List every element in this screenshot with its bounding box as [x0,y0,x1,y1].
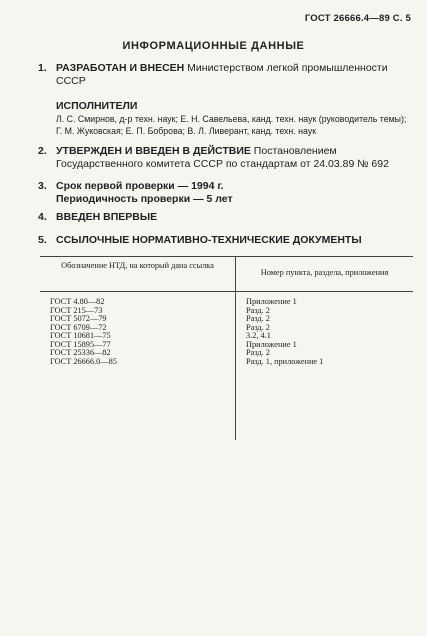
performers-heading: ИСПОЛНИТЕЛИ [56,100,138,112]
table-cell-reference: Приложение 1 [246,339,297,349]
item-3 [38,180,407,193]
table-header [40,257,413,292]
table-cell-document: ГОСТ 6709—72 [50,322,107,332]
table-cell-document: ГОСТ 26666.0—85 [50,356,117,366]
table-cell-reference: Разд. 1, приложение 1 [246,356,324,366]
item-1 [38,62,407,88]
document-column [40,292,236,440]
page-title: ИНФОРМАЦИОННЫЕ ДАННЫЕ [122,40,305,52]
item-number: 5. [38,234,47,246]
item-number: 2. [38,145,47,157]
item-heading: УТВЕРЖДЕН И ВВЕДЕН В ДЕЙСТВИЕ [56,145,251,157]
table-cell-reference: Разд. 2 [246,348,270,357]
item-heading: Срок первой проверки — 1994 г. [56,180,224,192]
table-cell-reference: Разд. 2 [246,305,270,315]
table-cell-reference: 3.2, 4.1 [246,331,271,340]
table-body [40,292,413,440]
item-3-period [38,193,407,206]
table-cell-document: ГОСТ 215—73 [50,305,103,315]
item-heading: ССЫЛОЧНЫЕ НОРМАТИВНО-ТЕХНИЧЕСКИЕ ДОКУМЕНТЫ [56,234,362,246]
table-cell-document: ГОСТ 25336—82 [50,348,111,357]
item-2 [38,145,407,171]
item-text: Постановлением Государственного комитета СССР по стандартам от 24.03.89 № 692 [56,145,389,170]
item-heading: ВВЕДЕН ВПЕРВЫЕ [56,211,158,223]
table-cell-document: ГОСТ 15895—77 [50,339,111,349]
item-text: Министерством легкой промышленности СССР [56,62,388,87]
table-cell-document: ГОСТ 10681—75 [50,331,111,340]
column-header-reference: Номер пункта, раздела, приложения [260,268,389,277]
item-5 [38,234,407,247]
item-heading: Периодичность проверки — 5 лет [56,193,233,205]
column-header-document: Обозначение НТД, на который дана ссылка [40,257,236,291]
item-heading: РАЗРАБОТАН И ВНЕСЕН [56,62,185,74]
table-cell-reference: Разд. 2 [246,322,270,332]
item-number: 4. [38,211,47,223]
table-cell-reference: Приложение 1 [246,297,297,306]
item-number: 1. [38,62,47,74]
table-cell-document: ГОСТ 4.80—82 [50,297,105,306]
item-number: 3. [38,180,47,192]
references-table [40,256,413,440]
reference-column [236,292,413,440]
page-header-reference: ГОСТ 26666.4—89 С. 5 [304,13,411,24]
table-cell-document: ГОСТ 5072—79 [50,314,107,323]
table-cell-reference: Разд. 2 [246,314,270,323]
item-4 [38,211,407,224]
performers-list: Л. С. Смирнов, д-р техн. наук; Е. Н. Савельева, канд. техн. наук (руководитель темы); Г. М. Жуковская; Е. П. Боброва; В. Л. Ливерант, канд. техн. наук [56,114,407,136]
